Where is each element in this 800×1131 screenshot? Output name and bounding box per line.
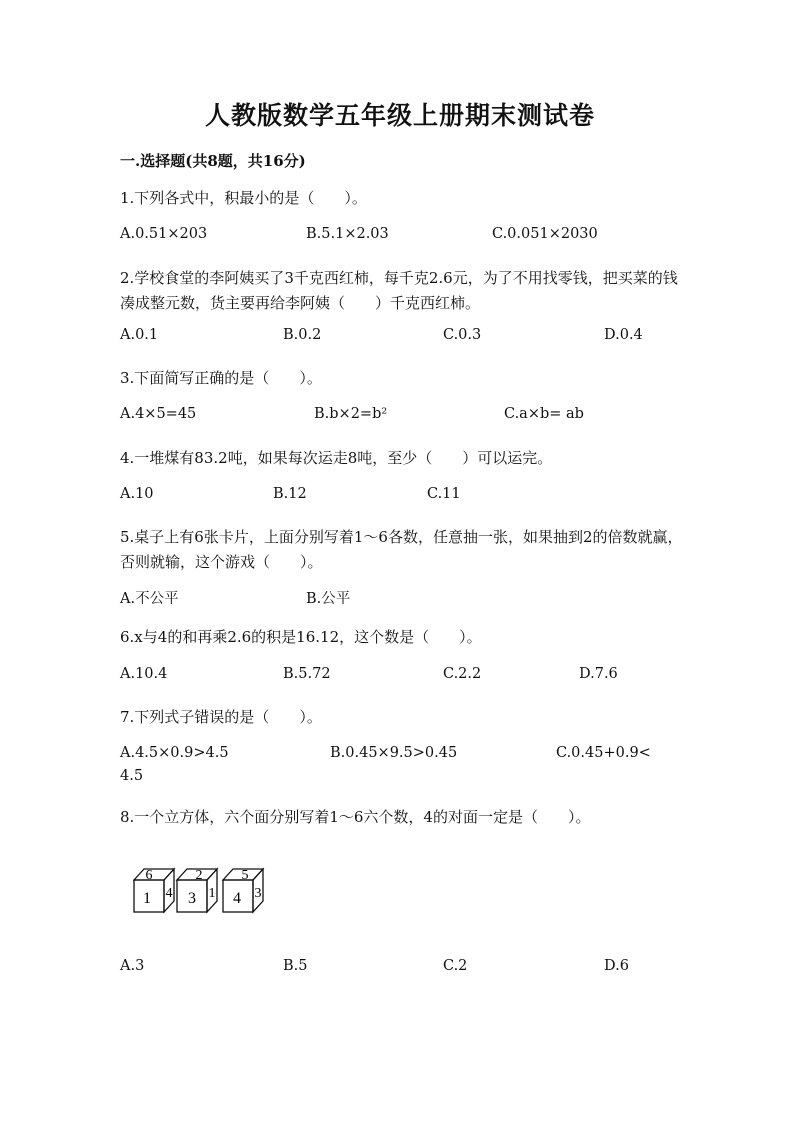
question-4-options [120,486,690,511]
question-1-options [120,226,690,251]
question-5-options [120,587,690,612]
question-7-options-wrap [120,768,690,793]
option-d[interactable]: D.6 [604,958,629,974]
cube-1-top: 6 [145,868,153,883]
option-c[interactable]: C.0.45+0.9< [556,745,651,761]
question-1-stem: 1.下列各式中，积最小的是（ ）。 [120,189,367,207]
option-b[interactable]: B.0.45×9.5>0.45 [330,745,458,761]
section-heading: 一.选择题(共8题，共16分) [120,152,306,170]
cube-1-front: 1 [143,890,151,907]
question-6-stem: 6.x与4的和再乘2.6的积是16.12，这个数是（ ）。 [120,628,482,646]
question-5-stem: 5.桌子上有6张卡片，上面分别写着1～6各数，任意抽一张，如果抽到2的倍数就赢，否则就输，这个游戏（ ）。 [120,528,683,571]
question-6-options [120,666,690,691]
option-c[interactable]: C.a×b= ab [504,406,584,422]
option-b[interactable]: B.5 [283,958,308,974]
option-c[interactable]: C.0.3 [443,327,482,343]
question-8-options [120,958,690,983]
option-c[interactable]: C.0.051×2030 [492,226,598,242]
option-a[interactable]: A.0.51×203 [120,226,208,242]
option-c[interactable]: C.2 [443,958,468,974]
question-2-stem: 2.学校食堂的李阿姨买了3千克西红柿，每千克2.6元，为了不用找零钱，把买菜的钱凑成整元数，货主要再给李阿姨（ ）千克西红柿。 [120,269,678,312]
cube-2-top: 2 [195,868,203,883]
page-title: 人教版数学五年级上册期末测试卷 [204,101,595,130]
cube-1-side: 4 [165,886,173,901]
option-b[interactable]: B.5.1×2.03 [306,226,389,242]
option-b[interactable]: B.5.72 [283,666,331,682]
option-d[interactable]: D.0.4 [604,327,643,343]
option-b[interactable]: B.12 [273,486,307,502]
question-2-options [120,327,690,352]
option-a[interactable]: A.4×5=45 [120,406,197,422]
cube-2-side: 1 [208,886,216,901]
option-b[interactable]: B.0.2 [283,327,322,343]
cube-3-front: 4 [233,890,241,907]
question-7-stem: 7.下列式子错误的是（ ）。 [120,708,322,726]
option-a[interactable]: A.10 [120,486,154,502]
cube-3-top: 5 [241,868,249,883]
option-a[interactable]: A.不公平 [120,591,179,607]
option-a[interactable]: A.10.4 [120,666,168,682]
cube-figure [133,866,273,918]
cube-2-front: 3 [188,890,196,907]
question-3-stem: 3.下面简写正确的是（ ）。 [120,369,322,387]
option-c-continued: 4.5 [120,768,144,784]
question-8-stem: 8.一个立方体，六个面分别写着1～6六个数，4的对面一定是（ ）。 [120,808,591,826]
option-a[interactable]: A.3 [120,958,145,974]
option-b[interactable]: B.b×2=b² [314,406,388,422]
question-3-options [120,406,690,431]
option-c[interactable]: C.2.2 [443,666,482,682]
question-4-stem: 4.一堆煤有83.2吨，如果每次运走8吨，至少（ ）可以运完。 [120,449,553,467]
option-b[interactable]: B.公平 [306,591,351,607]
question-7-options [120,745,690,770]
option-d[interactable]: D.7.6 [579,666,618,682]
option-c[interactable]: C.11 [427,486,461,502]
cube-3-side: 3 [254,886,262,901]
option-a[interactable]: A.0.1 [120,327,159,343]
option-a[interactable]: A.4.5×0.9>4.5 [120,745,229,761]
